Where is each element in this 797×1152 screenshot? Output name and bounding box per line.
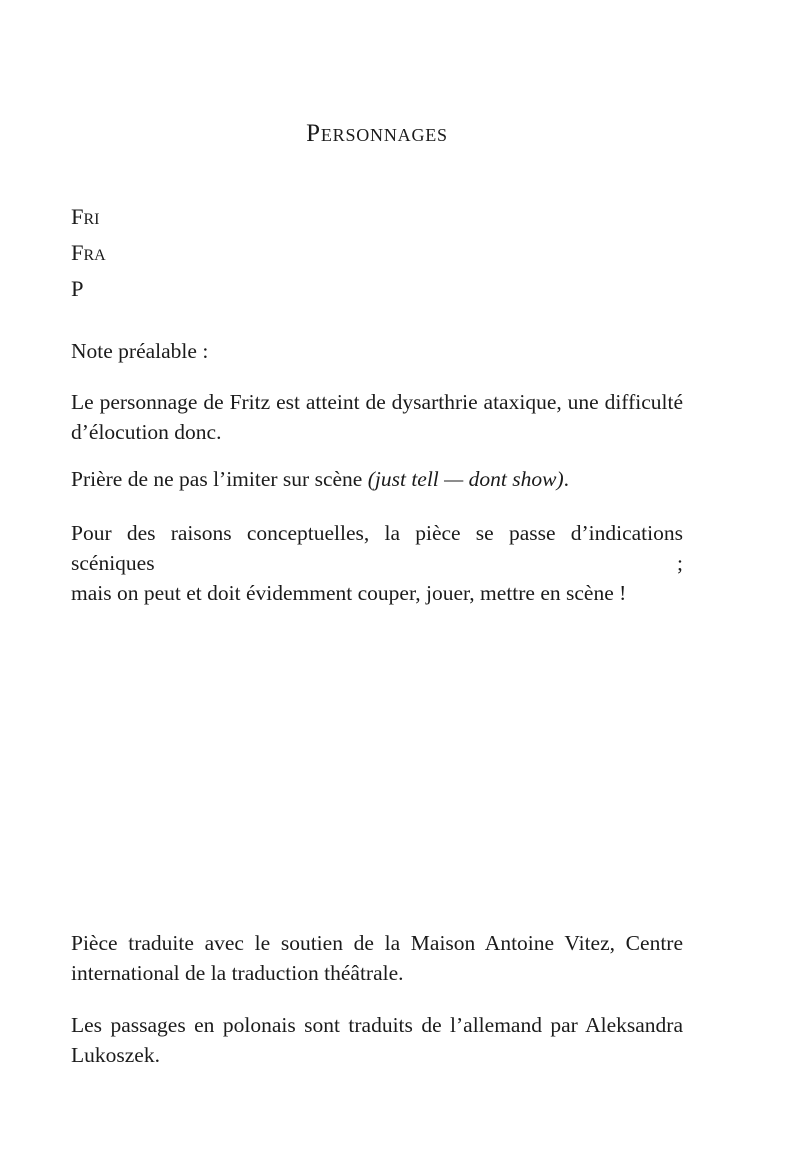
paragraph-raisons: [71, 518, 683, 608]
paragraph-translation-note: [71, 1010, 683, 1070]
paragraph-fritz-note: [71, 387, 683, 447]
paragraph-text: Prière de ne pas l’imiter sur scène: [71, 467, 368, 491]
character-name-fra: Fra: [71, 240, 106, 265]
paragraph-credits: [71, 928, 683, 988]
paragraph-line: Les passages en polonais sont traduits de l’allemand par Aleksandra: [71, 1013, 683, 1037]
paragraph-line: Pièce traduite avec le soutien de la Maison Antoine Vitez, Centre: [71, 931, 683, 955]
paragraph-line: Pour des raisons conceptuelles, la pièce se passe d’indications scéniques ;: [71, 521, 683, 575]
paragraph-text: .: [563, 467, 569, 491]
character-list: [71, 199, 683, 307]
paragraph-priere: [71, 464, 683, 494]
paragraph-line: Lukoszek.: [71, 1043, 160, 1067]
italic-aside: (just tell — dont show): [367, 467, 564, 491]
character-name-fri: Fri: [71, 204, 100, 229]
paragraph-line: mais on peut et doit évidemment couper, jouer, mettre en scène !: [71, 581, 627, 605]
paragraph-line: Le personnage de Fritz est atteint de dysarthrie ataxique, une difficulté: [71, 390, 683, 414]
paragraph-line: international de la traduction théâtrale.: [71, 961, 404, 985]
paragraph-line: d’élocution donc.: [71, 420, 222, 444]
page-title: Personnages: [306, 120, 448, 147]
character-name-p: P: [71, 276, 84, 301]
note-heading: Note préalable :: [71, 339, 209, 363]
